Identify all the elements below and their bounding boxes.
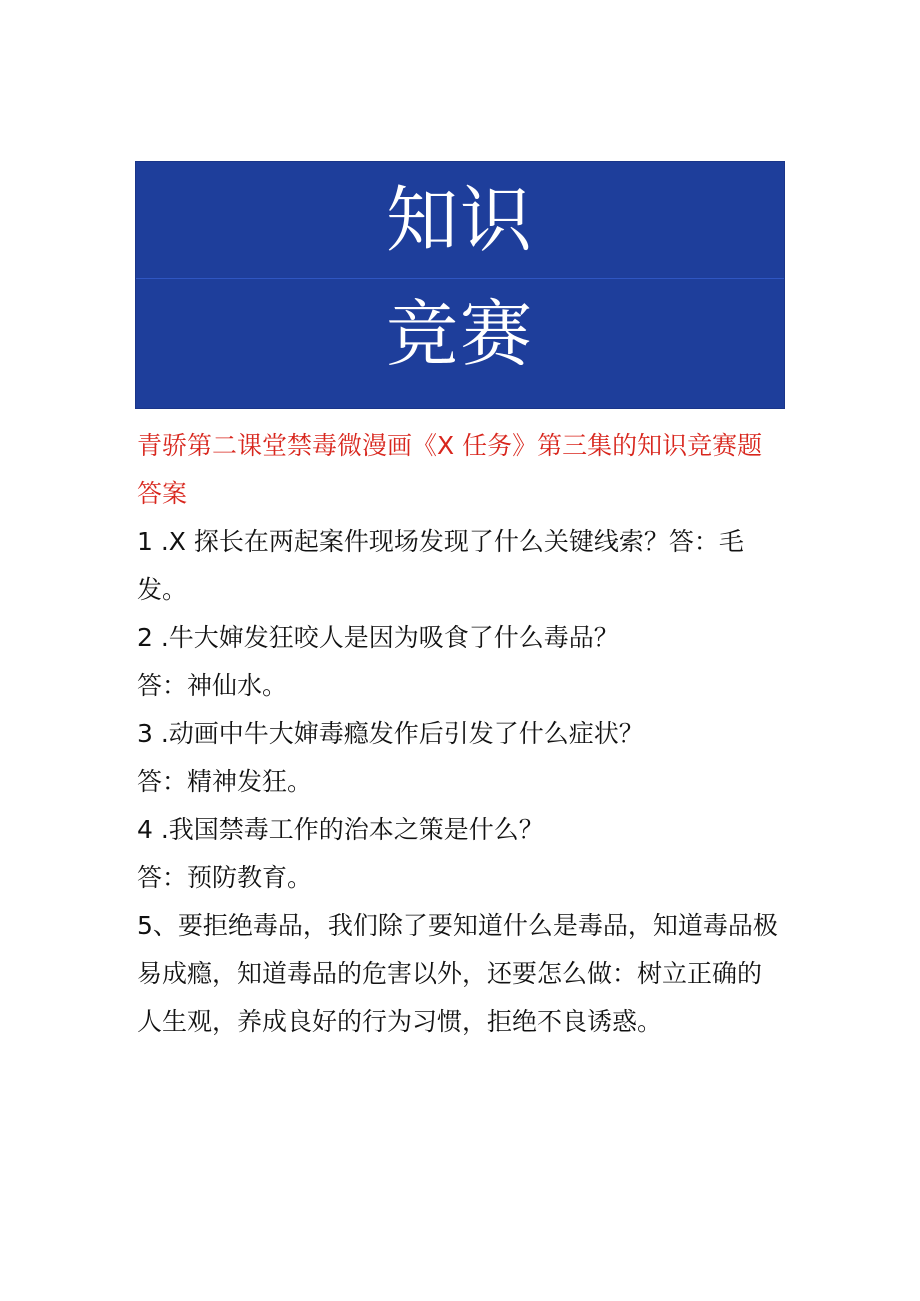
banner-title-line-2: 竞赛 [385, 292, 534, 376]
answer-3: 答：精神发狂。 [137, 767, 313, 796]
question-2: 2 .牛大婶发狂咬人是因为吸食了什么毒品？ [137, 623, 619, 652]
answer-2: 答：神仙水。 [137, 671, 288, 700]
question-5: 5、要拒绝毒品，我们除了要知道什么是毒品，知道毒品极易成瘾，知道毒品的危害以外，还要怎么做：树立正确的人生观，养成良好的行为习惯，拒绝不良诱惑。 [137, 911, 778, 1036]
title-banner [135, 161, 785, 409]
banner-divider [136, 278, 784, 279]
question-list [137, 518, 785, 1046]
question-4: 4 .我国禁毒工作的治本之策是什么？ [137, 815, 544, 844]
question-3: 3 .动画中牛大婶毒瘾发作后引发了什么症状？ [137, 719, 644, 748]
answer-4: 答：预防教育。 [137, 863, 313, 892]
question-1: 1 .X 探长在两起案件现场发现了什么关键线索？答：毛发。 [137, 527, 744, 604]
banner-title-line-1: 知识 [385, 178, 534, 262]
document-subtitle: 青骄第二课堂禁毒微漫画《X 任务》第三集的知识竞赛题答案 [137, 431, 763, 508]
